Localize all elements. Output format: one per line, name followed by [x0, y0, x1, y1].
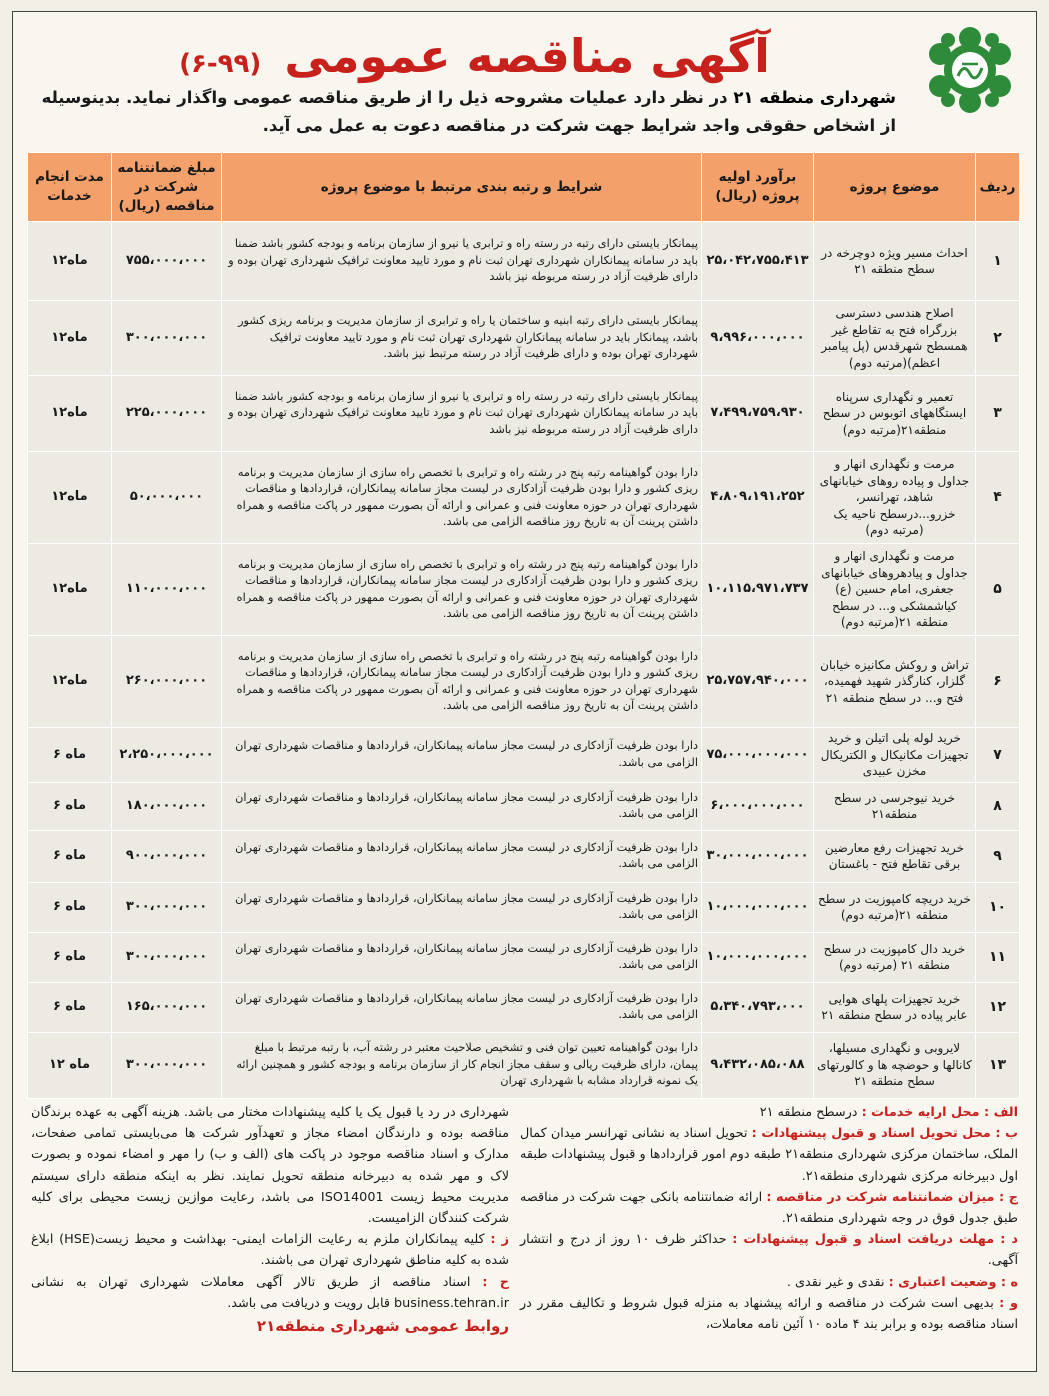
row-conditions: دارا بودن ظرفیت آزادکاری در لیست مجاز سامانه پیمانکاران، قراردادها و مناقصات شهرداری تهران الزامی می باشد. [222, 830, 702, 882]
note-alef [520, 1102, 1018, 1123]
row-number: ۱۰ [976, 882, 1020, 932]
row-number: ۱۱ [976, 932, 1020, 982]
note-text: ارائه ضمانتنامه بانکی جهت شرکت در مناقصه طبق جدول فوق در وجه شهرداری منطقه۲۱. [520, 1189, 1018, 1227]
row-conditions: دارا بودن ظرفیت آزادکاری در لیست مجاز سامانه پیمانکاران، قراردادها و مناقصات شهرداری تهران الزامی می باشد. [222, 932, 702, 982]
row-guarantee: ۱۱۰،۰۰۰،۰۰۰ [112, 544, 222, 636]
note-text: بدیهی است شرکت در مناقصه و ارائه پیشنهاد به منزله قبول شروط و تکالیف مقرر در اسناد مناقصه بوده و برابر بند ۴ ماده ۱۰ آئین نامه معاملات، [520, 1295, 1018, 1333]
row-estimate: ۱۰،۱۱۵،۹۷۱،۷۳۷ [702, 544, 814, 636]
intro-paragraph [31, 84, 896, 140]
tehran-municipality-logo-icon [924, 26, 1016, 114]
row-number: ۷ [976, 728, 1020, 783]
note-text: درسطح منطقه ۲۱ [759, 1105, 862, 1120]
row-subject: خرید لوله پلی اتیلن و خرید تجهیزات مکانیکال و الکتریکال مخزن عبیدی [814, 728, 976, 783]
row-duration: ۱۲ماه [28, 544, 112, 636]
row-guarantee: ۱۶۵،۰۰۰،۰۰۰ [112, 982, 222, 1032]
tender-notice-page [12, 11, 1037, 1372]
row-subject: مرمت و نگهداری انهار و جداول و پیادهروهای خیابانهای جعفری، امام حسین (ع) کیاشمشکی و... در سطح منطقه ۲۱(مرتبه دوم) [814, 544, 976, 636]
row-estimate: ۷۵،۰۰۰،۰۰۰،۰۰۰ [702, 728, 814, 783]
note-be [520, 1123, 1018, 1187]
row-number: ۵ [976, 544, 1020, 636]
note-text: تحویل اسناد به نشانی تهرانسر میدان کمال الملک، ساختمان مرکزی شهرداری منطقه۲۱ طبقه دوم امور قراردادها و قبول پیشنهادات طبقه اول دبیرخانه مرکزی شهرداری منطقه۲۱. [520, 1126, 1019, 1184]
row-number: ۶ [976, 636, 1020, 728]
row-duration: ۱۲ماه [28, 636, 112, 728]
row-guarantee: ۳۰۰،۰۰۰،۰۰۰ [112, 301, 222, 376]
row-subject: مرمت و نگهداری انهار و جداول و پیاده روهای خیابانهای شاهد، تهرانسر، خزرو...درسطح ناحیه یک (مرتبه دوم) [814, 452, 976, 544]
row-number: ۲ [976, 301, 1020, 376]
row-guarantee: ۳۰۰،۰۰۰،۰۰۰ [112, 882, 222, 932]
table-row [28, 376, 1020, 452]
row-estimate: ۶،۰۰۰،۰۰۰،۰۰۰ [702, 782, 814, 830]
row-duration: ۱۲ ماه [28, 1032, 112, 1098]
table-row [28, 932, 1020, 982]
row-estimate: ۴،۸۰۹،۱۹۱،۲۵۲ [702, 452, 814, 544]
row-subject: خرید دال کامپوزیت در سطح منطقه ۲۱ (مرتبه دوم) [814, 932, 976, 982]
note-label: و : [999, 1295, 1018, 1311]
row-estimate: ۷،۴۹۹،۷۵۹،۹۳۰ [702, 376, 814, 452]
row-duration: ۱۲ماه [28, 301, 112, 376]
note-he [520, 1272, 1018, 1293]
row-estimate: ۱۰،۰۰۰،۰۰۰،۰۰۰ [702, 882, 814, 932]
row-number: ۱۲ [976, 982, 1020, 1032]
row-subject: تعمیر و نگهداری سرپناه ایستگاههای اتوبوس در سطح منطقه۲۱(مرتبه دوم) [814, 376, 976, 452]
row-guarantee: ۵۰،۰۰۰،۰۰۰ [112, 452, 222, 544]
row-conditions: پیمانکار بایستی دارای رتبه در رسته راه و ترابری یا نیرو از سازمان برنامه و بودجه کشور باشد ضمنا باید در سامانه پیمانکاران شهرداری تهران ثبت نام و مورد تایید معاونت ترافیک شهرداری تهران بوده و دارای ظرفیت آزاد در رسته مربوطه نیز باشد [222, 376, 702, 452]
row-number: ۱ [976, 222, 1020, 301]
notice-title: آگهی مناقصه عمومی [284, 29, 770, 83]
note-text: کلیه پیمانکاران ملزم به رعایت الزامات ایمنی- بهداشت و محیط زیست(HSE) ابلاغ شده به کلیه مناطق شهرداری تهران می باشند. [31, 1232, 509, 1269]
row-conditions: دارا بودن گواهینامه رتبه پنج در رشته راه و ترابری با تخصص راه سازی از سازمان مدیریت و برنامه ریزی کشور و دارا بودن ظرفیت آزادکاری در لیست مجاز سامانه پیمانکاران، قراردادها و مناقصات شهرداری تهران در حوزه معاونت فنی و عمرانی و ارائه آن بصورت ممهور در پاکت مناقصه و همراه داشتن پرینت آن به تاریخ روز مناقصه الزامی می باشد. [222, 636, 702, 728]
row-guarantee: ۳۰۰،۰۰۰،۰۰۰ [112, 1032, 222, 1098]
row-number: ۸ [976, 782, 1020, 830]
row-conditions: دارا بودن ظرفیت آزادکاری در لیست مجاز سامانه پیمانکاران، قراردادها و مناقصات شهرداری تهران الزامی می باشد. [222, 882, 702, 932]
row-subject: احداث مسیر ویژه دوچرخه در سطح منطقه ۲۱ [814, 222, 976, 301]
row-duration: ۶ ماه [28, 782, 112, 830]
header-row-number: ردیف [976, 153, 1020, 222]
notes-left-column [31, 1102, 509, 1337]
row-guarantee: ۹۰۰،۰۰۰،۰۰۰ [112, 830, 222, 882]
row-estimate: ۹،۹۹۶،۰۰۰،۰۰۰ [702, 301, 814, 376]
header-conditions: شرایط و رتبه بندی مرتبط با موضوع پروژه [222, 153, 702, 222]
row-subject: اصلاح هندسی دسترسی بزرگراه فتح به تقاطع غیر همسطح شهرقدس (پل پیامبر اعظم)(مرتبه دوم) [814, 301, 976, 376]
row-subject: خرید تجهیزات رفع معارضین برقی تقاطع فتح - باغستان [814, 830, 976, 882]
note-he2 [31, 1272, 509, 1314]
notes-right-column [520, 1102, 1018, 1335]
public-relations-signature: روابط عمومی شهرداری منطقه۲۱ [256, 1317, 509, 1336]
row-guarantee: ۷۵۵،۰۰۰،۰۰۰ [112, 222, 222, 301]
projects-table [27, 152, 1020, 1099]
notice-issue-number: (۶-۹۹) [179, 49, 262, 79]
header-duration: مدت انجام خدمات [28, 153, 112, 222]
header-estimate: برآورد اولیه پروژه (ریال) [702, 153, 814, 222]
row-number: ۱۳ [976, 1032, 1020, 1098]
row-conditions: دارا بودن ظرفیت آزادکاری در لیست مجاز سامانه پیمانکاران، قراردادها و مناقصات شهرداری تهران الزامی می باشد. [222, 782, 702, 830]
row-estimate: ۲۵،۰۴۲،۷۵۵،۴۱۳ [702, 222, 814, 301]
note-continued: شهرداری در رد یا قبول یک یا کلیه پیشنهادات مختار می باشد. هزینه آگهی به عهده برندگان مناقصه بوده و دارندگان امضاء مجاز و تعهدآور شرکت ها می‌بایستی تمامی صفحات، مدارک و اسناد مناقصه موجود در پاکت های (الف و ب) را مهر و امضاء نموده و بصورت لاک و مهر شده به دبیرخانه منطقه تحویل نمایند. نظر به اینکه منطقه دارای سیستم مدیریت محیط زیست ISO14001 می باشد، رعایت موازین زیست محیطی برای کلیه شرکت کنندگان الزامیست. [31, 1105, 509, 1227]
note-text: نقدی و غیر نقدی . [786, 1274, 889, 1290]
table-row [28, 982, 1020, 1032]
note-ze [31, 1229, 509, 1271]
notes-section [31, 1102, 1018, 1364]
note-label: ب : محل تحویل اسناد و قبول پیشنهادات : [751, 1126, 1018, 1142]
table-row [28, 452, 1020, 544]
row-number: ۹ [976, 830, 1020, 882]
note-label: ح : [482, 1274, 510, 1290]
row-estimate: ۱۰،۰۰۰،۰۰۰،۰۰۰ [702, 932, 814, 982]
title-row [53, 26, 896, 86]
intro-text: در نظر دارد عملیات مشروحه ذیل را از طریق مناقصه عمومی واگذار نماید. بدینوسیله از اشخاص حقوقی واجد شرایط جهت شرکت در مناقصه دعوت به عمل می آید. [41, 88, 896, 135]
row-conditions: دارا بودن گواهینامه تعیین توان فنی و تشخیص صلاحیت معتبر در رشته آب، با رتبه مرتبط با مبلغ پیمان، دارای ظرفیت ریالی و سقف مجاز انجام کار از سازمان برنامه و بودجه کشور و همچنین ارائه یک نمونه قرارداد مشابه با شهرداری تهران [222, 1032, 702, 1098]
row-duration: ۶ ماه [28, 932, 112, 982]
row-subject: لایروبی و نگهداری مسیلها، کانالها و حوضچه ها و کالورتهای سطح منطقه ۲۱ [814, 1032, 976, 1098]
note-vav [520, 1293, 1018, 1335]
note-text: حداکثر ظرف ۱۰ روز از درج و انتشار آگهی. [520, 1232, 1018, 1269]
note-label: ه : وضعیت اعتباری : [888, 1274, 1018, 1290]
row-duration: ۶ ماه [28, 982, 112, 1032]
row-estimate: ۵،۳۴۰،۷۹۳،۰۰۰ [702, 982, 814, 1032]
table-row [28, 782, 1020, 830]
note-label: د : مهلت دریافت اسناد و قبول پیشنهادات : [732, 1232, 1018, 1248]
table-row [28, 222, 1020, 301]
table-row [28, 636, 1020, 728]
table-row [28, 830, 1020, 882]
header-subject: موضوع پروژه [814, 153, 976, 222]
row-number: ۴ [976, 452, 1020, 544]
table-row [28, 728, 1020, 783]
row-guarantee: ۱۸۰،۰۰۰،۰۰۰ [112, 782, 222, 830]
row-number: ۳ [976, 376, 1020, 452]
table-row [28, 301, 1020, 376]
table-row [28, 1032, 1020, 1098]
row-conditions: دارا بودن گواهینامه رتبه پنج در رشته راه و ترابری با تخصص راه سازی از سازمان مدیریت و برنامه ریزی کشور و دارا بودن ظرفیت آزادکاری در لیست مجاز سامانه پیمانکاران، قراردادها و مناقصات شهرداری تهران در حوزه معاونت فنی و عمرانی و ارائه آن بصورت ممهور در پاکت مناقصه و همراه داشتن پرینت آن به تاریخ روز مناقصه الزامی می باشد. [222, 452, 702, 544]
row-conditions: پیمانکار بایستی دارای رتبه ابنیه و ساختمان یا راه و ترابری از سازمان مدیریت و برنامه ریزی کشور باشد، پیمانکار باید در سامانه پیمانکاران شهرداری تهران ثبت نام و مورد تایید معاونت ترافیک شهرداری تهران بوده و دارای ظرفیت آزاد در رسته مرتبط نیز باشد. [222, 301, 702, 376]
row-conditions: دارا بودن ظرفیت آزادکاری در لیست مجاز سامانه پیمانکاران، قراردادها و مناقصات شهرداری تهران الزامی می باشد. [222, 728, 702, 783]
row-conditions: دارا بودن ظرفیت آزادکاری در لیست مجاز سامانه پیمانکاران، قراردادها و مناقصات شهرداری تهران الزامی می باشد. [222, 982, 702, 1032]
note-label: ز : [490, 1232, 509, 1248]
row-estimate: ۳۰،۰۰۰،۰۰۰،۰۰۰ [702, 830, 814, 882]
table-row [28, 882, 1020, 932]
row-duration: ۶ ماه [28, 830, 112, 882]
note-jim [520, 1187, 1018, 1229]
row-conditions: پیمانکار بایستی دارای رتبه در رسته راه و ترابری یا نیرو از سازمان برنامه و بودجه کشور باشد ضمنا باید در سامانه پیمانکاران شهرداری تهران ثبت نام و مورد تایید معاونت ترافیک شهرداری تهران بوده و دارای ظرفیت آزاد در رسته مربوطه نیز باشد [222, 222, 702, 301]
header-guarantee: مبلغ ضمانتنامه شرکت در مناقصه (ریال) [112, 153, 222, 222]
row-guarantee: ۲۲۵،۰۰۰،۰۰۰ [112, 376, 222, 452]
row-guarantee: ۲،۲۵۰،۰۰۰،۰۰۰ [112, 728, 222, 783]
row-subject: خرید دریچه کامپوزیت در سطح منطقه ۲۱(مرتبه دوم) [814, 882, 976, 932]
table-row [28, 544, 1020, 636]
row-duration: ۶ ماه [28, 728, 112, 783]
row-subject: تراش و روکش مکانیزه خیابان گلزار، کنارگذر شهید فهمیده، فتح و... در سطح منطقه ۲۱ [814, 636, 976, 728]
row-conditions: دارا بودن گواهینامه رتبه پنج در رشته راه و ترابری با تخصص راه سازی از سازمان مدیریت و برنامه ریزی کشور و دارا بودن ظرفیت آزادکاری در لیست مجاز سامانه پیمانکاران، قراردادها و مناقصات شهرداری تهران در حوزه معاونت فنی و عمرانی و ارائه آن بصورت ممهور در پاکت مناقصه و همراه داشتن پرینت آن به تاریخ روز مناقصه الزامی می باشد. [222, 544, 702, 636]
note-dal [520, 1229, 1018, 1271]
row-estimate: ۲۵،۷۵۷،۹۴۰،۰۰۰ [702, 636, 814, 728]
table-header-row [28, 153, 1020, 222]
row-duration: ۶ ماه [28, 882, 112, 932]
intro-municipality: شهرداری منطقه ۲۱ [733, 88, 896, 107]
row-duration: ۱۲ماه [28, 376, 112, 452]
note-text: اسناد مناقصه از طریق تالار آگهی معاملات شهرداری تهران به نشانی business.tehran.ir قابل رویت و دریافت می باشد. [31, 1274, 509, 1311]
row-duration: ۱۲ماه [28, 222, 112, 301]
note-label: الف : محل ارایه خدمات : [861, 1105, 1018, 1120]
row-subject: خرید نیوجرسی در سطح منطقه۲۱ [814, 782, 976, 830]
row-subject: خرید تجهیزات پلهای هوایی عابر پیاده در سطح منطقه ۲۱ [814, 982, 976, 1032]
row-guarantee: ۲۶۰،۰۰۰،۰۰۰ [112, 636, 222, 728]
row-duration: ۱۲ماه [28, 452, 112, 544]
note-label: ج : میزان ضمانتنامه شرکت در مناقصه : [766, 1189, 1018, 1205]
row-guarantee: ۳۰۰،۰۰۰،۰۰۰ [112, 932, 222, 982]
row-estimate: ۹،۴۳۲،۰۸۵،۰۸۸ [702, 1032, 814, 1098]
